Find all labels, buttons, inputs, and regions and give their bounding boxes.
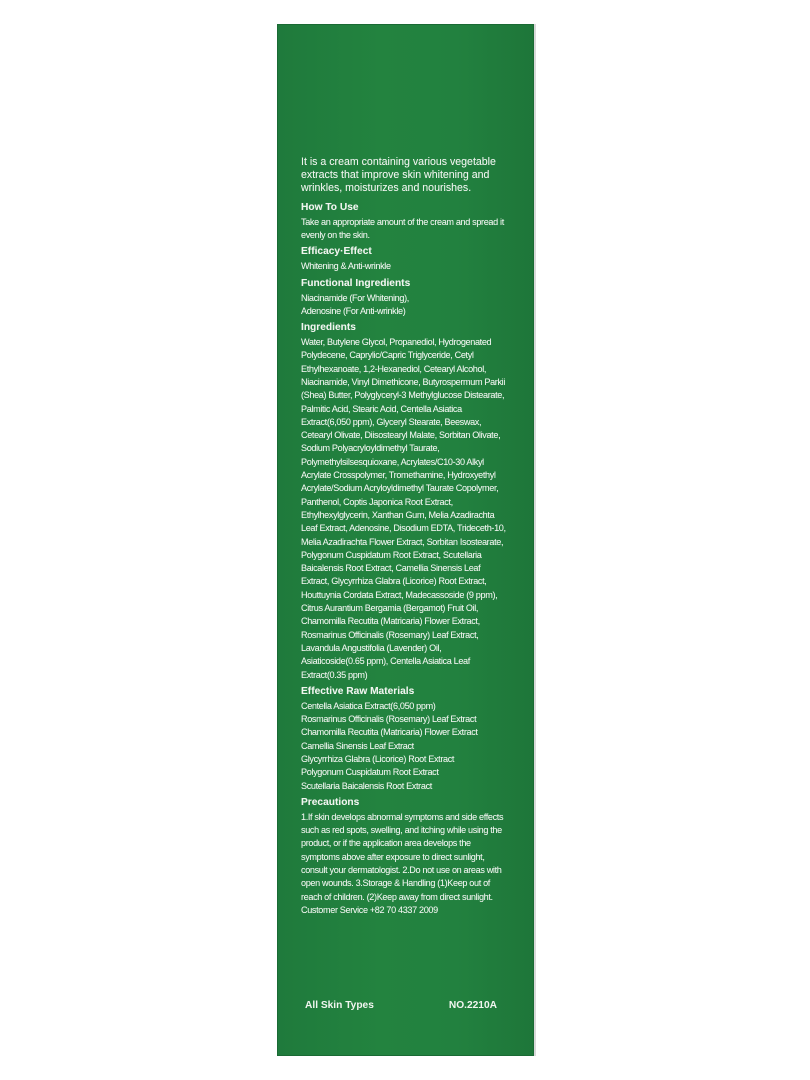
product-number: NO.2210A (448, 1000, 497, 1011)
section-title: Ingredients (301, 322, 356, 334)
section-title: Efficacy·Effect (301, 246, 372, 258)
section-body: Niacinamide (For Whitening), Adenosine (For Anti-wrinkle) (301, 292, 409, 316)
section-body: 1.If skin develops abnormal symptoms and side effects such as red spots, swelling, and itching while using the product, or if the application area develops the symptoms above after exposure to direct sunlight, consult your dermatologist. 2.Do not use on areas with open wounds. 3.Storage & Handling (1)Keep out of reach of children. (2)Keep away from direct sunlight. Customer Service +82 70 4337 2009 (301, 811, 504, 915)
section-how-to-use (301, 202, 506, 243)
product-box-side-panel (277, 24, 534, 1056)
product-info-text (301, 156, 506, 921)
section-body: Take an appropriate amount of the cream and spread it evenly on the skin. (301, 216, 504, 240)
section-title: Functional Ingredients (301, 277, 411, 289)
section-efficacy (301, 246, 506, 273)
section-effective-raw-materials (301, 686, 506, 793)
section-body: Centella Asiatica Extract(6,050 ppm) Rosmarinus Officinalis (Rosemary) Leaf Extract Chamomilla Recutita (Matricaria) Flower Extract Camellia Sinensis Leaf Extract Glycyrrhiza Glabra (Licorice) Root Extract Polygonum Cuspidatum Root Extract Scutellaria Baicalensis Root Extract (301, 700, 478, 791)
box-edge (534, 24, 536, 1056)
section-precautions (301, 797, 506, 917)
section-functional-ingredients (301, 278, 506, 319)
product-description: It is a cream containing various vegetable extracts that improve skin whitening and wrinkles, moisturizes and nourishes. (301, 156, 496, 195)
section-ingredients (301, 322, 506, 682)
skin-type-label: All Skin Types (305, 1000, 374, 1011)
section-body: Water, Butylene Glycol, Propanediol, Hydrogenated Polydecene, Caprylic/Capric Triglyceride, Cetyl Ethylhexanoate, 1,2-Hexanediol, Cetearyl Alcohol, Niacinamide, Vinyl Dimethicone, Butyrospermum Parkii (Shea) Butter, Polyglyceryl-3 Methylglucose Distearate, Palmitic Acid, Stearic Acid, Centella Asiatica Extract(6,050 ppm), Glyceryl Stearate, Beeswax, Cetearyl Olivate, Diisostearyl Malate, Sorbitan Olivate, Sodium Polyacryloyldimethyl Taurate, Polymethylsilsesquioxane, Acrylates/C10-30 Alkyl Acrylate Crosspolymer, Tromethamine, Hydroxyethyl Acrylate/Sodium Acryloyldimethyl Taurate Copolymer, Panthenol, Coptis Japonica Root Extract, Ethylhexylglycerin, Xanthan Gum, Melia Azadirachta Leaf Extract, Adenosine, Disodium EDTA, Trideceth-10, Melia Azadirachta Flower Extract, Sorbitan Isostearate, Polygonum Cuspidatum Root Extract, Scutellaria Baicalensis Root Extract, Camellia Sinensis Leaf Extract, Glycyrrhiza Glabra (Licorice) Root Extract, Houttuynia Cordata Extract, Madecassoside (9 ppm), Citrus Aurantium Bergamia (Bergamot) Fruit Oil, Chamomilla Recutita (Matricaria) Flower Extract, Rosmarinus Officinalis (Rosemary) Leaf Extract, Lavandula Angustifolia (Lavender) Oil, Asiaticoside(0.65 ppm), Centella Asiatica Leaf Extract(0.35 ppm) (301, 337, 506, 680)
section-title: Effective Raw Materials (301, 685, 415, 697)
section-title: How To Use (301, 201, 359, 213)
section-title: Precautions (301, 796, 360, 808)
section-body: Whitening & Anti-wrinkle (301, 261, 391, 272)
